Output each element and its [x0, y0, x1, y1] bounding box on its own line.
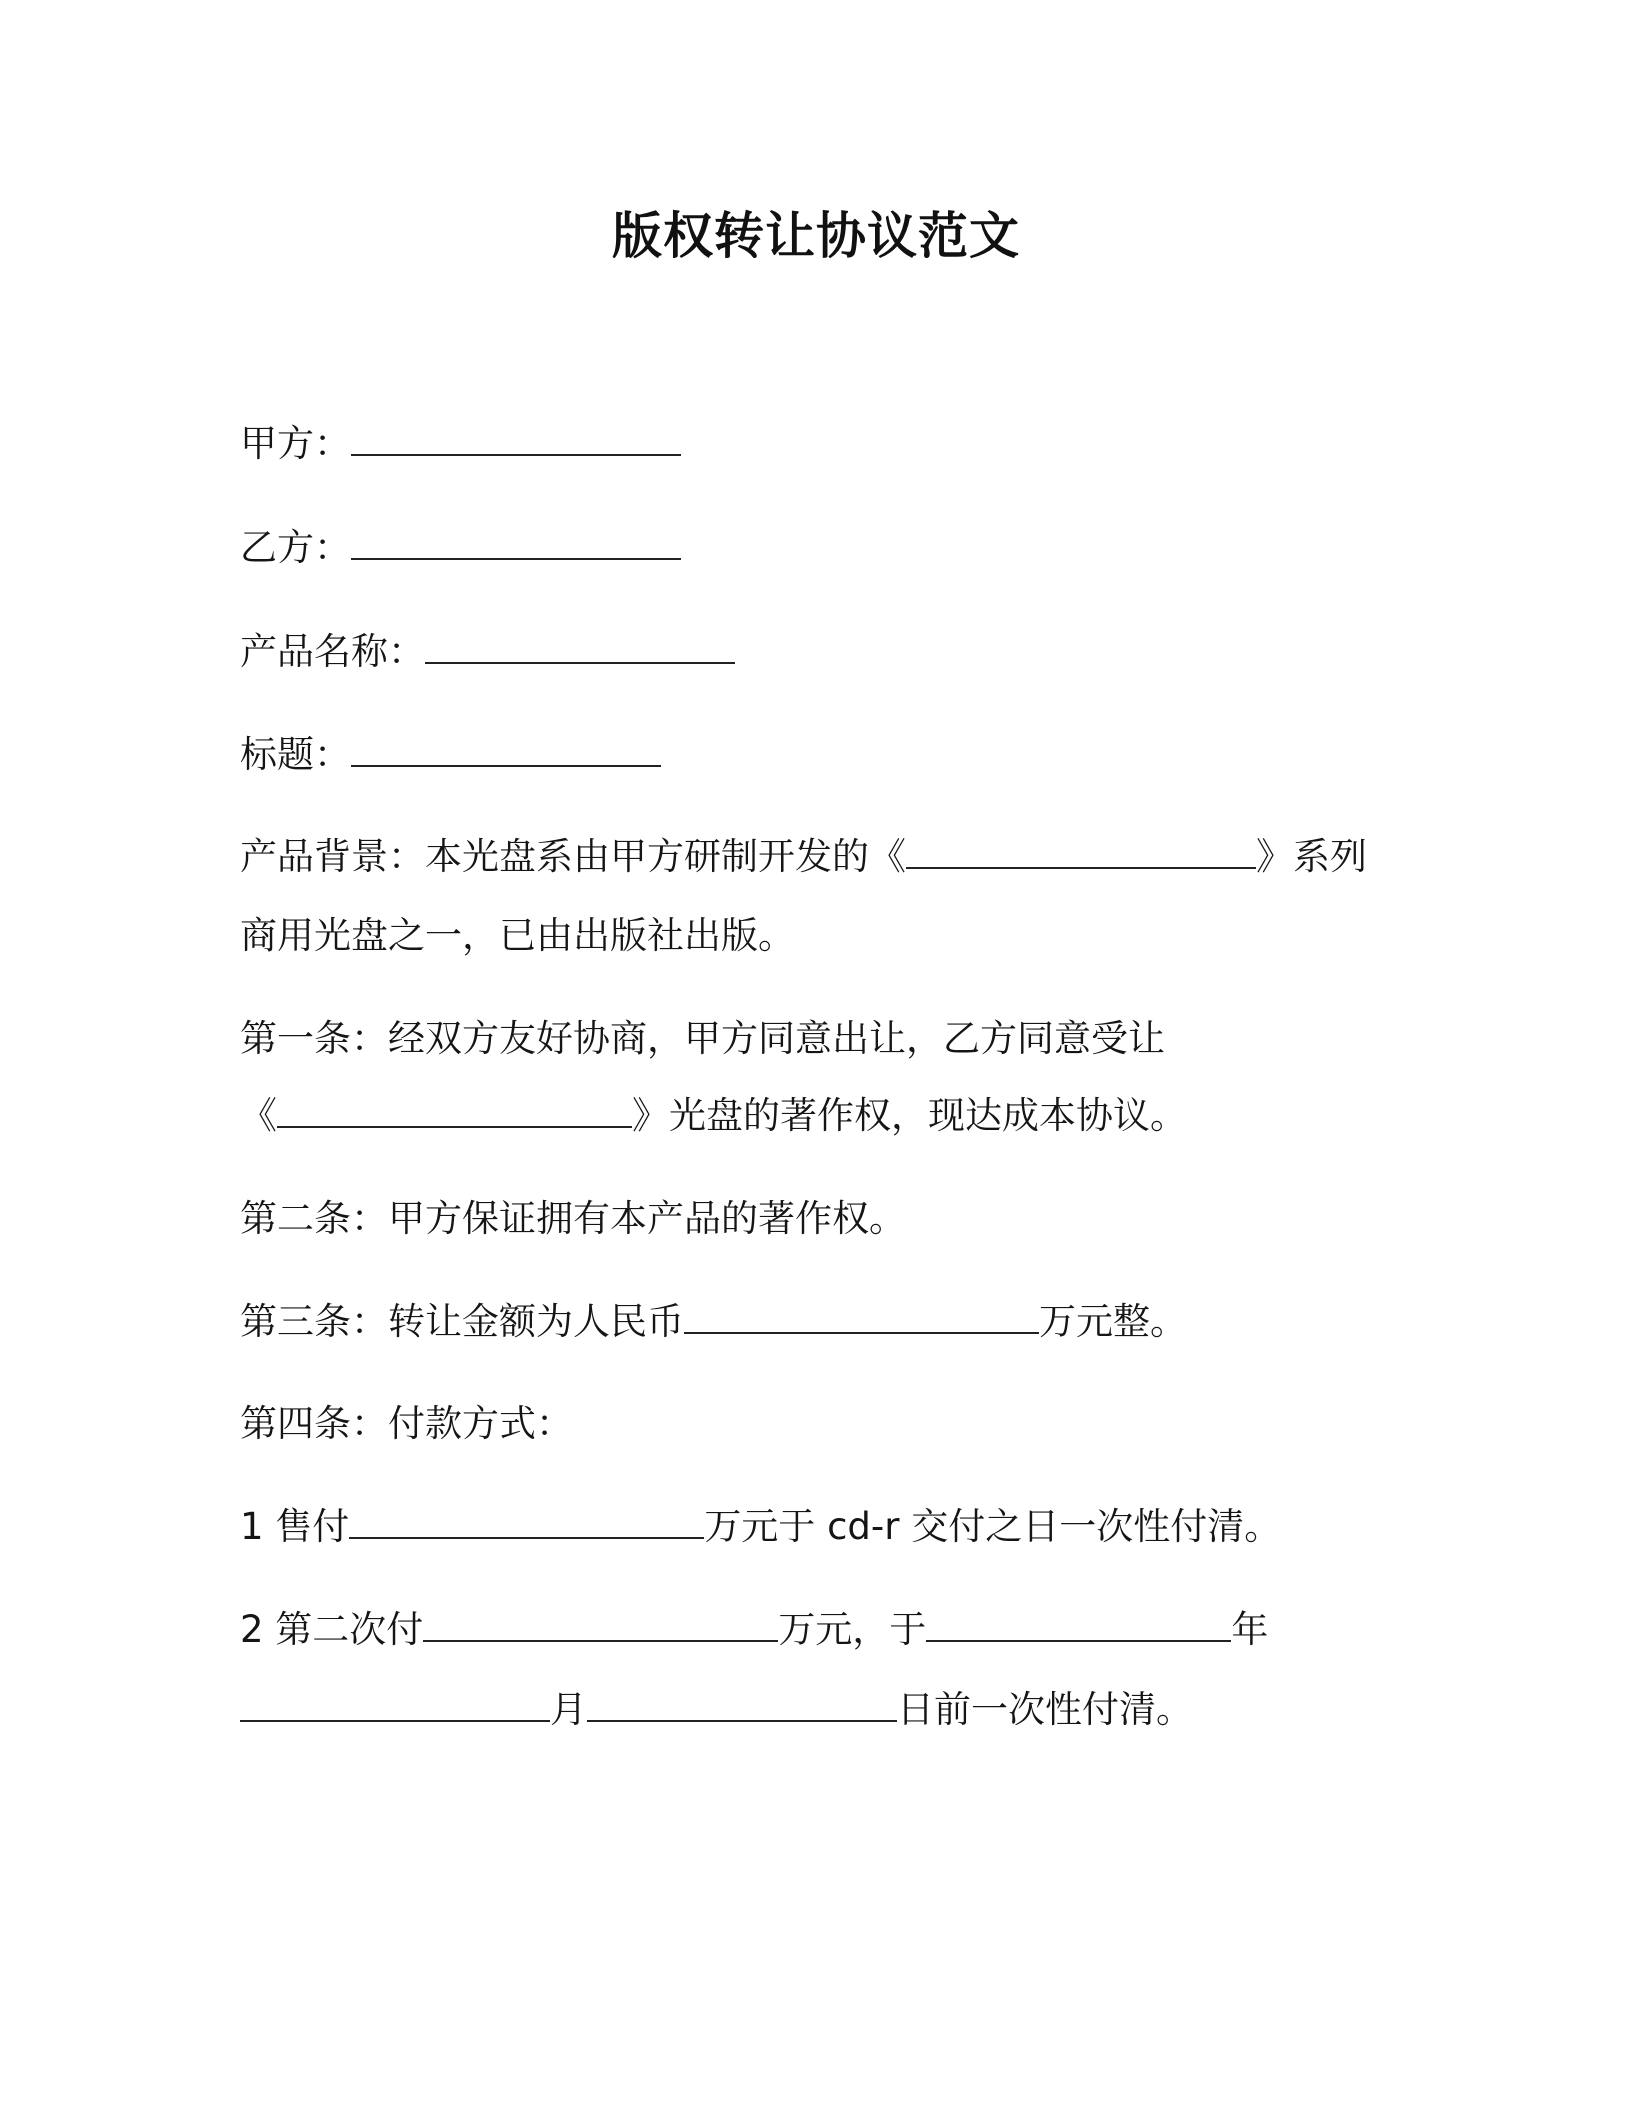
article2-line: 第二条：甲方保证拥有本产品的著作权。 [240, 1197, 906, 1240]
payment2-year-blank[interactable] [926, 1610, 1231, 1642]
disc-name-blank[interactable] [277, 1096, 632, 1128]
party-a-blank[interactable] [351, 424, 681, 456]
payment2-month-blank[interactable] [240, 1690, 550, 1722]
subject-line [240, 733, 661, 777]
amount-blank[interactable] [684, 1302, 1039, 1334]
article1-suffix: 》光盘的著作权，现达成本协议。 [632, 1094, 1187, 1137]
article1-line-1: 第一条：经双方友好协商，甲方同意出让，乙方同意受让 [240, 1017, 1165, 1060]
background-prefix: 产品背景：本光盘系由甲方研制开发的《 [240, 835, 906, 878]
subject-blank[interactable] [351, 735, 661, 767]
party-a-line [240, 422, 681, 466]
payment2-amount-blank[interactable] [423, 1610, 778, 1642]
payment2-line-2 [240, 1688, 1193, 1732]
article3-prefix: 第三条：转让金额为人民币 [240, 1300, 684, 1343]
product-name-line [240, 630, 735, 674]
payment2-suffix: 日前一次性付清。 [897, 1688, 1193, 1731]
payment2-mid: 万元，于 [778, 1608, 927, 1651]
party-b-blank[interactable] [351, 528, 681, 560]
article4-line: 第四条：付款方式： [240, 1402, 573, 1445]
payment2-month-label: 月 [550, 1688, 587, 1731]
party-b-line [240, 526, 681, 570]
party-b-label: 乙方： [240, 526, 351, 569]
payment1-line [240, 1505, 1281, 1549]
background-suffix: 》系列 [1256, 835, 1367, 878]
article3-suffix: 万元整。 [1039, 1300, 1187, 1343]
article1-line-2 [240, 1094, 1187, 1138]
background-line-2: 商用光盘之一，已由出版社出版。 [240, 914, 795, 957]
subject-label: 标题： [240, 733, 351, 776]
payment2-prefix: 2 第二次付 [240, 1608, 424, 1651]
payment2-day-blank[interactable] [587, 1690, 897, 1722]
payment1-suffix: 万元于 cd-r 交付之日一次性付清。 [704, 1505, 1282, 1548]
document-title: 版权转让协议范文 [612, 207, 1020, 265]
payment2-year-label: 年 [1231, 1608, 1269, 1651]
party-a-label: 甲方： [240, 422, 351, 465]
payment1-prefix: 1 售付 [240, 1505, 350, 1548]
product-name-label: 产品名称： [240, 630, 425, 673]
payment2-line-1 [240, 1608, 1268, 1652]
payment1-amount-blank[interactable] [349, 1507, 704, 1539]
article1-open-quote: 《 [240, 1094, 277, 1137]
background-line-1 [240, 835, 1367, 879]
series-name-blank[interactable] [906, 837, 1256, 869]
article3-line [240, 1300, 1187, 1344]
product-name-blank[interactable] [425, 632, 735, 664]
